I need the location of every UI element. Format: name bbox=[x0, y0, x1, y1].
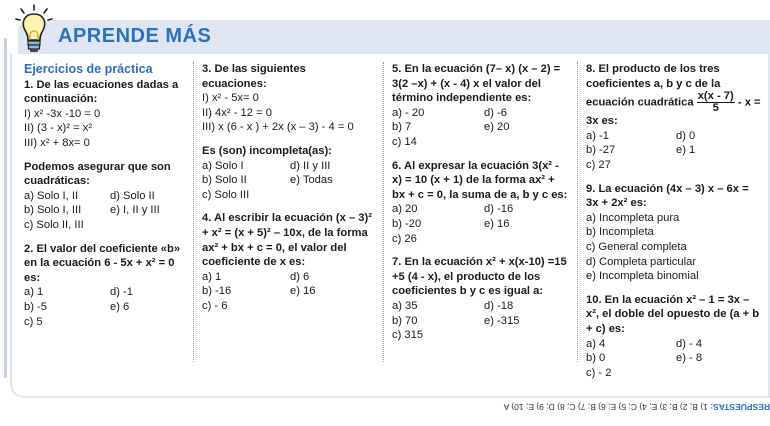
option: a) Solo I bbox=[202, 159, 244, 172]
question-2-prompt: 2. El valor del coeficiente «b» en la ecuación 6 - 5x + x² = 0 es: bbox=[24, 242, 181, 284]
option: a) 1 bbox=[24, 286, 44, 299]
question-5-prompt: 5. En la ecuación (7– x) (x – 2) = 3(2 –x) + (x - 4) x el valor del término independiente es: bbox=[392, 63, 561, 105]
lightbulb-icon bbox=[14, 4, 54, 58]
option: a) 20 bbox=[392, 203, 418, 216]
option: e) 16 bbox=[484, 217, 510, 230]
option: c) Solo II, III bbox=[24, 218, 84, 231]
column-divider bbox=[383, 62, 384, 362]
option: e) - 8 bbox=[676, 352, 703, 365]
section-title: Ejercicios de práctica bbox=[24, 62, 153, 76]
option: e) -315 bbox=[484, 314, 520, 327]
fraction-denominator: 5 bbox=[712, 102, 719, 115]
question-8-prompt-end: - x = 3x es: bbox=[586, 96, 761, 128]
option: d) -1 bbox=[110, 286, 134, 299]
option: b) Solo I, III bbox=[24, 204, 82, 217]
question-1-item: II) (3 - x)² = x² bbox=[24, 122, 93, 135]
column-3 bbox=[392, 62, 570, 343]
option: e) 20 bbox=[484, 121, 510, 134]
question-1-item: I) x² -3x -10 = 0 bbox=[24, 107, 101, 120]
option: b) -5 bbox=[24, 300, 48, 313]
option: d) Completa particular bbox=[586, 255, 697, 268]
column-2 bbox=[202, 62, 372, 314]
answers-upside-down bbox=[503, 402, 770, 412]
option: d) -18 bbox=[484, 299, 514, 312]
question-8-prompt bbox=[586, 62, 762, 129]
option: d) 6 bbox=[290, 270, 310, 283]
option: d) Solo II bbox=[110, 189, 155, 202]
option: e) Incompleta binomial bbox=[586, 270, 699, 283]
question-4-prompt: 4. Al escribir la ecuación (x – 3)² + x² = (x + 5)² – 10x, de la forma ax² + bx + c = 0, el valor del coeficiente de x es: bbox=[202, 212, 372, 269]
question-3-item: III) x (6 - x ) + 2x (x – 3) - 4 = 0 bbox=[202, 121, 354, 134]
option: a) Solo I, II bbox=[24, 189, 79, 202]
option: c) 5 bbox=[24, 315, 43, 328]
option: d) -6 bbox=[484, 106, 508, 119]
option: b) Incompleta bbox=[586, 226, 654, 239]
option: e) 1 bbox=[676, 144, 696, 157]
option: a) - 20 bbox=[392, 106, 425, 119]
option: a) Incompleta pura bbox=[586, 211, 680, 224]
option: e) 6 bbox=[110, 300, 130, 313]
option: e) 16 bbox=[290, 285, 316, 298]
option: d) - 4 bbox=[676, 337, 703, 350]
question-10-prompt: 10. En la ecuación x² – 1 = 3x – x², el doble del opuesto de (a + b + c) es: bbox=[586, 293, 760, 335]
option: e) I, II y III bbox=[110, 204, 160, 217]
page-title: APRENDE MÁS bbox=[58, 25, 212, 47]
question-1-subprompt: Podemos asegurar que son cuadráticas: bbox=[24, 160, 171, 188]
option: a) -1 bbox=[586, 129, 610, 142]
fraction-numerator: x(x - 7) bbox=[697, 90, 734, 103]
option: c) 26 bbox=[392, 232, 417, 245]
option: b) Solo II bbox=[202, 174, 247, 187]
option: c) Solo III bbox=[202, 188, 250, 201]
answers-label: RESPUESTAS: bbox=[710, 402, 770, 412]
question-8-prompt-start: 8. El producto de los tres coeficientes a, b y c de la ecuación cuadrática bbox=[586, 63, 721, 109]
question-3-item: II) 4x² - 12 = 0 bbox=[202, 106, 272, 119]
option: b) 70 bbox=[392, 314, 418, 327]
option: a) 1 bbox=[202, 270, 222, 283]
option: d) 0 bbox=[676, 129, 696, 142]
question-3-prompt: 3. De las siguientes ecuaciones: bbox=[202, 63, 306, 90]
option: c) - 2 bbox=[586, 366, 612, 379]
option: c) 27 bbox=[586, 158, 611, 171]
column-4 bbox=[586, 62, 762, 380]
option: b) -27 bbox=[586, 144, 616, 157]
option: b) -16 bbox=[202, 285, 232, 298]
fraction bbox=[697, 91, 735, 114]
question-3-subprompt: Es (son) incompleta(as): bbox=[202, 144, 332, 157]
question-1-prompt: 1. De las ecuaciones dadas a continuación: bbox=[24, 78, 179, 106]
answers-text: 1) B; 2) B; 3) E; 4) C; 5) E; 6) B; 7) C; 8) D; 9) E; 10) A bbox=[503, 402, 711, 412]
option: b) 0 bbox=[586, 352, 606, 365]
option: a) 35 bbox=[392, 299, 418, 312]
column-divider bbox=[193, 62, 194, 362]
option: a) 4 bbox=[586, 337, 606, 350]
option: d) II y III bbox=[290, 159, 331, 172]
question-9-prompt: 9. La ecuación (4x – 3) x – 6x = 3x + 2x² es: bbox=[586, 182, 749, 210]
column-1 bbox=[24, 62, 184, 329]
option: c) General completa bbox=[586, 240, 687, 253]
option: c) - 6 bbox=[202, 299, 228, 312]
option: d) -16 bbox=[484, 203, 514, 216]
option: b) 7 bbox=[392, 121, 412, 134]
option: e) Todas bbox=[290, 174, 333, 187]
question-7-prompt: 7. En la ecuación x² + x(x-10) =15 +5 (4 - x), el producto de los coeficientes b y c es igual a: bbox=[392, 256, 567, 298]
option: c) 14 bbox=[392, 135, 417, 148]
left-stripe bbox=[4, 38, 7, 378]
question-1-item: III) x² + 8x= 0 bbox=[24, 136, 90, 149]
question-3-item: I) x² - 5x= 0 bbox=[202, 92, 259, 105]
question-6-prompt: 6. Al expresar la ecuación 3(x² - x) = 10 (x + 1) de la forma ax² + bx + c = 0, la suma de a, b y c es: bbox=[392, 159, 568, 201]
option: c) 315 bbox=[392, 329, 424, 342]
column-divider bbox=[577, 62, 578, 362]
option: b) -20 bbox=[392, 217, 422, 230]
